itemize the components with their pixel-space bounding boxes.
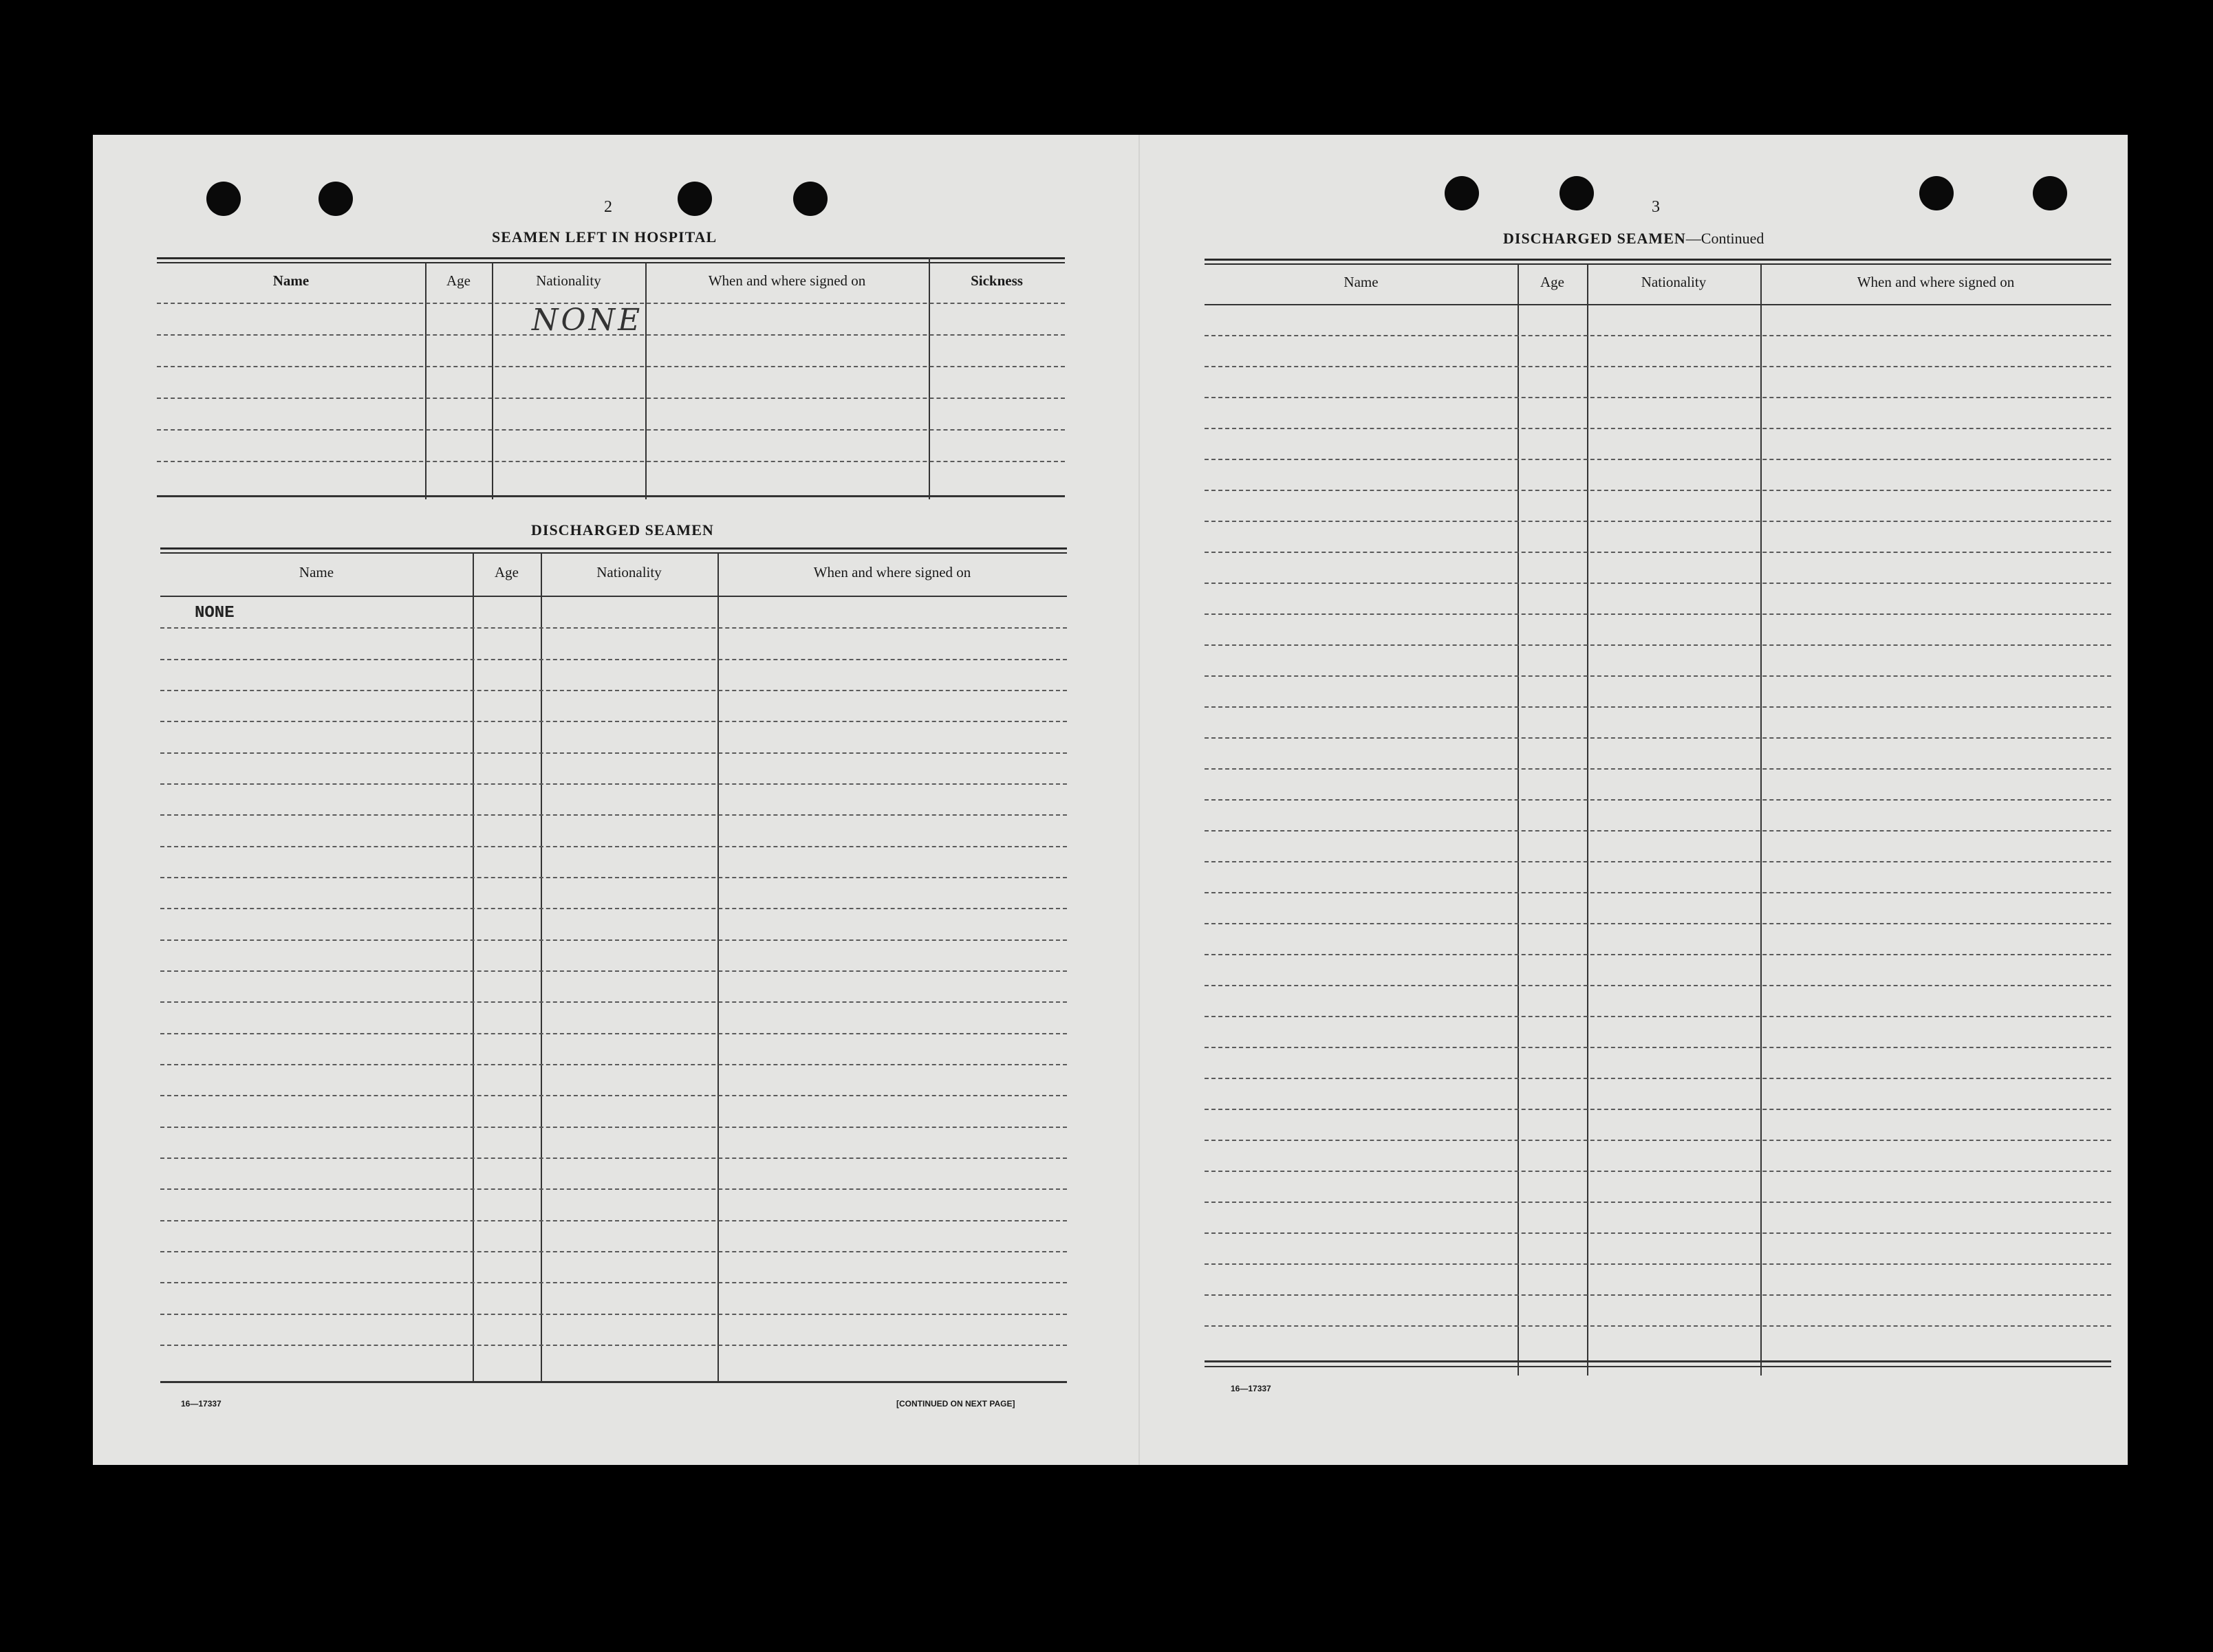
form-number: 16—17337 (181, 1399, 222, 1409)
col-header-nationality: Nationality (536, 272, 601, 289)
col-header-age: Age (1540, 274, 1564, 290)
form-number: 16—17337 (1231, 1384, 1271, 1393)
title-suffix: —Continued (1685, 230, 1764, 247)
col-header-nationality: Nationality (596, 564, 662, 580)
discharged-continued-title (1503, 230, 1764, 248)
hospital-section-title: SEAMEN LEFT IN HOSPITAL (492, 228, 717, 246)
discharged-section-title: DISCHARGED SEAMEN (531, 521, 714, 539)
discharged-entry-none: NONE (195, 604, 235, 622)
discharged-continued-table (1205, 259, 2111, 1380)
punch-hole (1445, 176, 1479, 210)
punch-hole (793, 182, 828, 216)
col-header-name: Name (1343, 274, 1379, 290)
col-header-age: Age (495, 564, 519, 580)
col-header-signed-on: When and where signed on (813, 564, 971, 580)
col-header-signed-on: When and where signed on (708, 272, 866, 289)
title-text: DISCHARGED SEAMEN (1503, 230, 1686, 247)
page-number: 3 (1652, 198, 1660, 216)
col-header-nationality: Nationality (1641, 274, 1707, 290)
col-header-sickness: Sickness (971, 272, 1023, 289)
col-header-name: Name (299, 564, 334, 580)
hospital-entry-none: NONE (532, 303, 643, 338)
continued-note: [CONTINUED ON NEXT PAGE] (896, 1399, 1015, 1409)
punch-hole (2033, 176, 2067, 210)
page-number: 2 (604, 198, 612, 216)
discharged-table (160, 547, 1067, 1387)
hospital-table (157, 257, 1065, 501)
col-header-name: Name (272, 272, 310, 289)
punch-hole (1559, 176, 1594, 210)
col-header-age: Age (446, 272, 471, 289)
punch-hole (1919, 176, 1954, 210)
punch-hole (678, 182, 712, 216)
punch-hole (206, 182, 241, 216)
col-header-signed-on: When and where signed on (1857, 274, 2015, 290)
punch-hole (319, 182, 353, 216)
record-sheet (93, 135, 2128, 1465)
page-fold (1138, 135, 1140, 1465)
